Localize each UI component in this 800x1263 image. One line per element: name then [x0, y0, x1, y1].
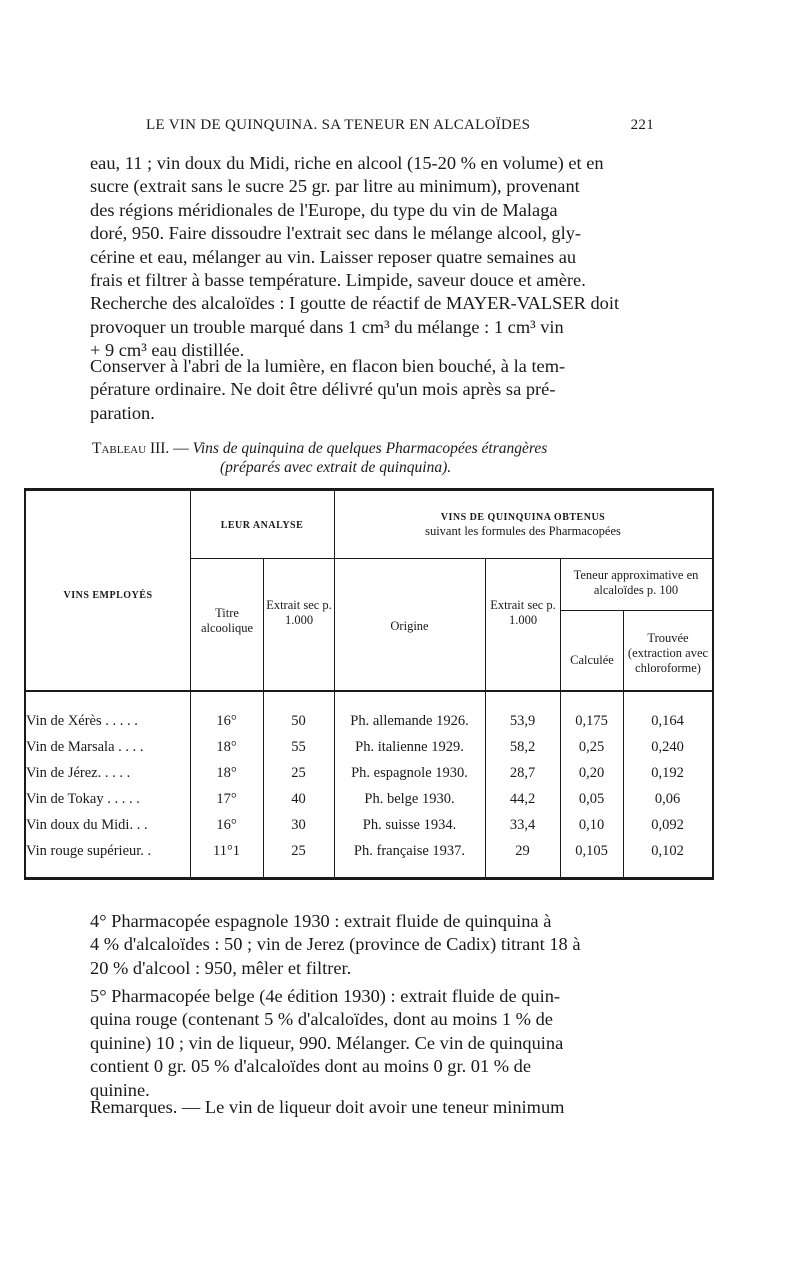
- table-top-rule: [24, 488, 714, 491]
- cell-trouvee: 0,240: [651, 739, 684, 755]
- paragraph-5: [90, 1096, 652, 1119]
- text-line: sucre (extrait sans le sucre 25 gr. par litre au minimum), provenant: [90, 176, 580, 197]
- cell-origine: Ph. italienne 1929.: [355, 739, 464, 755]
- text-line: quina rouge (contenant 5 % d'alcaloïdes, dont au moins 1 % de: [90, 1009, 553, 1030]
- text-line: Recherche des alcaloïdes : I goutte de réactif de MAYER-VALSER doit: [90, 293, 620, 314]
- cell-calculee: 0,175: [575, 713, 608, 729]
- cell-vin: Vin de Marsala . . . .: [26, 739, 144, 755]
- cell-origine: Ph. espagnole 1930.: [351, 765, 468, 781]
- cell-origine: Ph. suisse 1934.: [362, 817, 457, 833]
- table-bottom-rule: [24, 877, 714, 880]
- cell-extrait: 55: [291, 739, 306, 755]
- caption-label: Tableau III.: [92, 440, 170, 457]
- cell-calculee: 0,05: [578, 791, 605, 807]
- cell-trouvee: 0,102: [651, 843, 684, 859]
- cell-vin: Vin rouge supérieur. .: [26, 843, 152, 859]
- text-line: quinine) 10 ; vin de liqueur, 990. Mélanger. Ce vin de quinquina: [90, 1032, 564, 1053]
- cell-vin: Vin doux du Midi. . .: [26, 817, 148, 833]
- header-vins-employes: VINS EMPLOYÉS: [63, 590, 153, 601]
- cell-titre: 17°: [216, 791, 237, 807]
- text-line: contient 0 gr. 05 % d'alcaloïdes dont au moins 0 gr. 01 % de: [90, 1056, 532, 1077]
- cell-titre: 16°: [216, 713, 237, 729]
- page-number: 221: [630, 117, 654, 133]
- header-origine: Origine: [390, 619, 429, 633]
- header-calculee: Calculée: [570, 653, 614, 667]
- cell-origine: Ph. française 1937.: [353, 843, 466, 859]
- cell-trouvee: 0,092: [651, 817, 684, 833]
- text-line: 20 % d'alcool : 950, mêler et filtrer.: [90, 957, 352, 978]
- cell-calculee: 0,20: [578, 765, 605, 781]
- cell-extrait-2: 44,2: [509, 791, 536, 807]
- cell-extrait-2: 28,7: [509, 765, 536, 781]
- cell-calculee: 0,10: [578, 817, 605, 833]
- table-right-border: [712, 488, 714, 880]
- cell-titre: 16°: [216, 817, 237, 833]
- cell-trouvee: 0,164: [651, 713, 684, 729]
- header-vins-obtenus-sub: suivant les formules des Pharmacopées: [425, 524, 621, 538]
- cell-extrait-2: 58,2: [509, 739, 536, 755]
- text-line: + 9 cm³ eau distillée.: [90, 340, 245, 361]
- cell-titre: 11°1: [212, 843, 240, 859]
- cell-extrait: 30: [291, 817, 306, 833]
- text-line: cérine et eau, mélanger au vin. Laisser reposer quatre semaines au: [90, 246, 577, 267]
- cell-calculee: 0,105: [575, 843, 608, 859]
- table-header-rule: [24, 690, 714, 692]
- header-trouvee: Trouvée (extraction avec chloroforme): [627, 631, 709, 675]
- cell-vin: Vin de Xérès . . . . .: [26, 713, 138, 729]
- text-line: Conserver à l'abri de la lumière, en flacon bien bouché, à la tem-: [90, 356, 566, 376]
- header-extrait-2: Extrait sec p. 1.000: [490, 598, 556, 627]
- cell-extrait-2: 29: [515, 843, 530, 859]
- cell-vin: Vin de Jérez. . . . .: [26, 765, 131, 781]
- cell-extrait: 25: [291, 765, 306, 781]
- text-line: eau, 11 ; vin doux du Midi, riche en alcool (15-20 % en volume) et en: [90, 153, 604, 173]
- header-titre: Titre alcoolique: [200, 606, 254, 635]
- paragraph-1: [90, 152, 652, 363]
- header-teneur: Teneur approximative en alcaloïdes p. 100: [573, 568, 699, 597]
- text-line: 4° Pharmacopée espagnole 1930 : extrait fluide de quinquina à: [90, 911, 552, 931]
- paragraph-3: [90, 910, 652, 980]
- text-line: doré, 950. Faire dissoudre l'extrait sec dans le mélange alcool, gly-: [90, 223, 582, 244]
- header-subrule: [190, 558, 712, 559]
- text-line: provoquer un trouble marqué dans 1 cm³ du mélange : 1 cm³ vin: [90, 316, 564, 337]
- header-title: LE VIN DE QUINQUINA. SA TENEUR EN ALCALOÏDES: [146, 117, 531, 133]
- cell-extrait: 40: [291, 791, 306, 807]
- wine-table: [24, 488, 714, 880]
- text-line: 5° Pharmacopée belge (4e édition 1930) : extrait fluide de quin-: [90, 986, 561, 1006]
- cell-extrait: 25: [291, 843, 306, 859]
- cell-titre: 18°: [216, 739, 237, 755]
- cell-extrait-2: 53,9: [509, 713, 536, 729]
- caption-subtitle: (préparés avec extrait de quinquina).: [220, 459, 452, 476]
- cell-titre: 18°: [216, 765, 237, 781]
- text-line: quinine.: [90, 1079, 150, 1100]
- cell-trouvee: 0,192: [651, 765, 684, 781]
- text-line: frais et filtrer à basse température. Limpide, saveur douce et amère.: [90, 270, 586, 291]
- header-extrait: Extrait sec p. 1.000: [266, 598, 332, 627]
- paragraph-4: [90, 985, 652, 1102]
- header-leur-analyse: LEUR ANALYSE: [220, 520, 304, 531]
- cell-calculee: 0,25: [578, 739, 605, 755]
- running-header: [146, 117, 654, 139]
- header-subrule: [560, 610, 712, 611]
- caption-title: Vins de quinquina de quelques Pharmacopées étrangères: [192, 440, 548, 457]
- header-vins-obtenus: VINS DE QUINQUINA OBTENUS: [440, 512, 606, 523]
- paragraph-2: [90, 355, 652, 425]
- cell-origine: Ph. allemande 1926.: [350, 713, 469, 729]
- cell-vin: Vin de Tokay . . . . .: [26, 791, 140, 807]
- cell-trouvee: 0,06: [654, 791, 681, 807]
- text-line: pérature ordinaire. Ne doit être délivré qu'un mois après sa pré-: [90, 379, 556, 400]
- cell-extrait-2: 33,4: [509, 817, 536, 833]
- table-caption: [90, 439, 652, 477]
- text-line: des régions méridionales de l'Europe, du type du vin de Malaga: [90, 199, 558, 220]
- text-line: 4 % d'alcaloïdes : 50 ; vin de Jerez (province de Cadix) titrant 18 à: [90, 934, 581, 955]
- caption-dash: —: [173, 440, 189, 457]
- cell-extrait: 50: [291, 713, 306, 729]
- cell-origine: Ph. belge 1930.: [364, 791, 455, 807]
- text-line: Remarques. — Le vin de liqueur doit avoir une teneur minimum: [90, 1097, 565, 1117]
- text-line: paration.: [90, 402, 155, 423]
